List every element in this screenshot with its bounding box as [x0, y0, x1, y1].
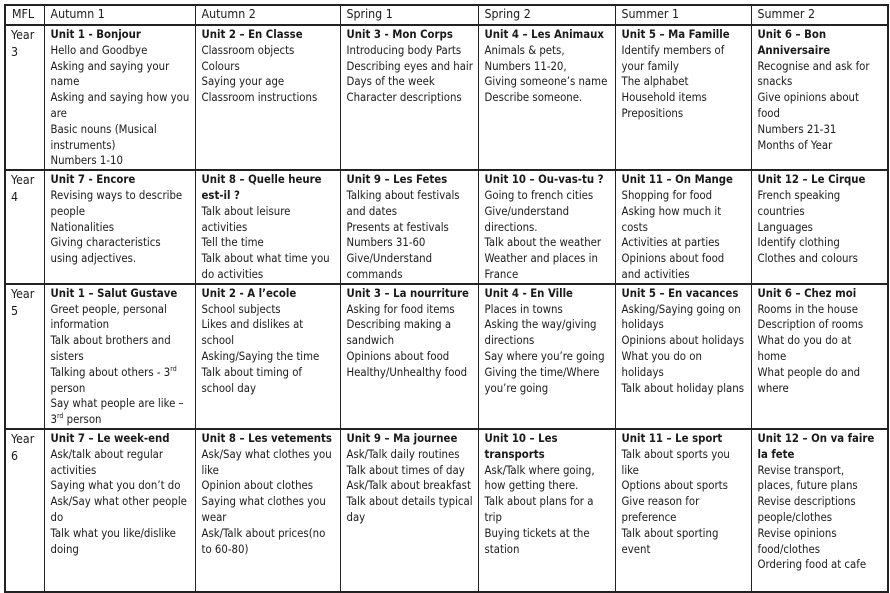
topic-item: Ask/Talk about breakfast [346, 479, 471, 493]
topic-item: Talk about sports you like [621, 447, 730, 477]
topic-item: Days of the week [346, 75, 435, 89]
year-number: 3 [11, 45, 19, 59]
unit-title: Unit 4 - En Ville [484, 286, 573, 300]
corner-label: MFL [5, 5, 44, 25]
topic-item: Asking for food items [346, 302, 455, 316]
topic-item: Revise descriptions people/clothes [757, 495, 856, 524]
topic-item: Ask/Talk where going, how getting there. [484, 463, 595, 493]
year-label [5, 25, 44, 170]
topic-item: Asking how much it costs [621, 204, 722, 234]
unit-cell [615, 170, 751, 284]
topic-item: Asking and saying how you are [50, 91, 190, 120]
unit-title: Unit 9 – Ma journee [346, 431, 458, 445]
topic-item: Healthy/Unhealthy food [346, 365, 468, 379]
header-autumn-2: Autumn 2 [195, 5, 340, 25]
unit-cell [478, 284, 615, 429]
unit-cell [751, 170, 888, 284]
unit-title: Unit 10 – Les transports [484, 431, 558, 461]
unit-cell [195, 429, 340, 592]
topic-item: Languages [757, 220, 813, 234]
topic-item: Likes and dislikes at school [201, 318, 304, 348]
topic-item: What you do on holidays [621, 349, 702, 379]
year-word: Year [11, 173, 35, 188]
unit-cell [751, 25, 888, 170]
header-row [5, 5, 888, 25]
topic-item: What people do and where [757, 365, 861, 395]
topic-item: Talk about leisure activities [201, 204, 291, 234]
unit-title: Unit 9 – Les Fetes [346, 173, 448, 187]
topic-item: Numbers 1-10 [50, 154, 123, 168]
topic-item: Character descriptions [346, 91, 462, 105]
header-spring-1: Spring 1 [340, 5, 478, 25]
year-word: Year [11, 286, 35, 301]
year-row [5, 284, 888, 429]
topic-item: Asking and saying your name [50, 59, 170, 89]
topic-item: What do you do at home [757, 334, 852, 363]
topic-item: Talk about times of day [346, 463, 465, 477]
topic-item: Numbers 11-20, [484, 59, 567, 73]
year-word: Year [11, 431, 35, 446]
topic-item: Saying what you don’t do [50, 479, 181, 493]
unit-title: Unit 1 - Bonjour [50, 28, 141, 41]
topic-item: Ask/Say what other people do [50, 495, 187, 524]
topic-item: Talking about festivals and dates [346, 188, 460, 218]
unit-cell [44, 429, 195, 592]
unit-title: Unit 12 – Le Cirque [757, 173, 866, 187]
unit-title: Unit 6 – Chez moi [757, 286, 857, 300]
topic-item: Animals & pets, [484, 43, 565, 57]
year-number: 6 [11, 448, 19, 463]
topic-item: Revising ways to describe people [50, 188, 183, 218]
topic-item: The alphabet [621, 75, 689, 89]
topic-item: Giving the time/Where you’re going [484, 365, 600, 395]
topic-item: Talk what you like/dislike doing [50, 526, 176, 556]
topic-item: Identify clothing [757, 236, 840, 250]
topic-item: Giving characteristics using adjectives. [50, 236, 161, 266]
year-number: 4 [11, 190, 19, 205]
topic-item: Say where you’re going [484, 349, 605, 363]
unit-cell [478, 25, 615, 170]
unit-cell [195, 25, 340, 170]
year-row [5, 170, 888, 284]
topic-item: Recognise and ask for snacks [757, 59, 870, 89]
header-summer-2: Summer 2 [751, 5, 888, 25]
unit-cell [751, 284, 888, 429]
topic-item: Describing making a sandwich [346, 318, 452, 348]
unit-title: Unit 2 - A l’ecole [201, 286, 297, 300]
topic-item: Revise transport, places, future plans [757, 463, 858, 493]
topic-item: Clothes and colours [757, 252, 858, 266]
unit-title: Unit 5 – En vacances [621, 286, 739, 300]
topic-item: Greet people, personal information [50, 302, 167, 332]
topic-item: Describing eyes and hair [346, 59, 473, 73]
topic-item: Asking/Saying going on holidays [621, 302, 741, 332]
topic-item: Talking about others - 3rd person [50, 364, 177, 395]
topic-item: Ask/Talk daily routines [346, 447, 460, 461]
topic-item: Household items [621, 91, 707, 105]
topic-item: Talk about sporting event [621, 526, 719, 556]
unit-title: Unit 4 – Les Animaux [484, 28, 604, 41]
topic-item: Talk about timing of school day [201, 365, 302, 395]
topic-item: Say what people are like – 3rd person [50, 397, 184, 427]
year-label [5, 284, 44, 429]
unit-title: Unit 10 – Ou-vas-tu ? [484, 173, 604, 187]
unit-cell [340, 284, 478, 429]
unit-cell [615, 284, 751, 429]
topic-item: Classroom objects [201, 43, 295, 57]
unit-cell [615, 25, 751, 170]
topic-item: Talk about details typical day [346, 495, 473, 524]
topic-item: Places in towns [484, 302, 563, 316]
topic-item: Opinion about clothes [201, 479, 314, 493]
topic-item: Give/Understand commands [346, 252, 433, 281]
unit-cell [340, 429, 478, 592]
unit-cell [195, 284, 340, 429]
topic-item: Tell the time [201, 236, 264, 250]
unit-title: Unit 7 - Encore [50, 173, 136, 187]
topic-item: Talk about brothers and sisters [50, 334, 171, 363]
header-autumn-1: Autumn 1 [44, 5, 195, 25]
topic-item: Give/understand directions. [484, 204, 570, 234]
unit-cell [44, 284, 195, 429]
year-word: Year [11, 28, 35, 42]
topic-item: Description of rooms [757, 318, 864, 332]
topic-item: Opinions about food [346, 349, 450, 363]
topic-item: Talk about plans for a trip [484, 495, 594, 524]
topic-item: Numbers 21-31 [757, 122, 837, 136]
unit-cell [478, 170, 615, 284]
topic-item: Classroom instructions [201, 91, 318, 105]
unit-title: Unit 11 – On Mange [621, 173, 733, 187]
topic-item: Options about sports [621, 479, 728, 493]
year-number: 5 [11, 303, 19, 318]
year-row [5, 25, 888, 170]
topic-item: Weather and places in France [484, 252, 598, 281]
topic-item: Ask/Talk about prices(no to 60-80) [201, 526, 326, 556]
topic-item: Rooms in the house [757, 302, 858, 316]
unit-cell [751, 429, 888, 592]
topic-item: Introducing body Parts [346, 43, 462, 57]
topic-item: Activities at parties [621, 236, 720, 250]
topic-item: Describe someone. [484, 91, 583, 105]
unit-title: Unit 8 – Les vetements [201, 431, 332, 445]
topic-item: Months of Year [757, 138, 833, 152]
topic-item: Asking/Saying the time [201, 349, 320, 363]
topic-item: Give opinions about food [757, 91, 859, 120]
unit-cell [478, 429, 615, 592]
topic-item: Asking the way/giving directions [484, 318, 597, 348]
topic-item: Opinions about holidays [621, 334, 745, 348]
topic-item: Numbers 31-60 [346, 236, 426, 250]
unit-cell [340, 25, 478, 170]
mfl-curriculum-table [4, 4, 889, 593]
topic-item: Talk about what time you do activities [201, 252, 330, 281]
topic-item: Saying what clothes you wear [201, 495, 326, 524]
topic-item: Giving someone’s name [484, 75, 608, 89]
topic-item: Identify members of your family [621, 43, 725, 73]
header-summer-1: Summer 1 [615, 5, 751, 25]
topic-item: Ask/talk about regular activities [50, 447, 164, 477]
topic-item: Hello and Goodbye [50, 43, 148, 57]
unit-title: Unit 1 – Salut Gustave [50, 286, 178, 300]
unit-title: Unit 3 – La nourriture [346, 286, 469, 300]
topic-item: Saying your age [201, 75, 285, 89]
topic-item: Basic nouns (Musical instruments) [50, 122, 157, 152]
year-row [5, 429, 888, 592]
topic-item: Talk about the weather [484, 236, 602, 250]
topic-item: Nationalities [50, 220, 115, 234]
topic-item: Buying tickets at the station [484, 526, 590, 556]
unit-title: Unit 2 – En Classe [201, 28, 303, 41]
unit-cell [615, 429, 751, 592]
unit-title: Unit 11 – Le sport [621, 431, 723, 445]
topic-item: French speaking countries [757, 188, 841, 218]
unit-title: Unit 5 – Ma Famille [621, 28, 730, 41]
topic-item: Prepositions [621, 106, 684, 120]
unit-title: Unit 3 - Mon Corps [346, 28, 453, 41]
unit-title: Unit 6 – Bon Anniversaire [757, 28, 831, 57]
topic-item: Colours [201, 59, 240, 73]
topic-item: Ordering food at cafe [757, 558, 867, 572]
topic-item: Shopping for food [621, 188, 713, 202]
topic-item: Going to french cities [484, 188, 594, 202]
topic-item: Give reason for preference [621, 495, 700, 524]
unit-cell [44, 25, 195, 170]
year-label [5, 170, 44, 284]
unit-title: Unit 12 – On va faire la fete [757, 431, 875, 461]
unit-title: Unit 8 – Quelle heure est-il ? [201, 173, 322, 202]
topic-item: Ask/Say what clothes you like [201, 447, 332, 477]
header-spring-2: Spring 2 [478, 5, 615, 25]
topic-item: Revise opinions food/clothes [757, 526, 837, 556]
unit-cell [195, 170, 340, 284]
unit-cell [340, 170, 478, 284]
topic-item: Talk about holiday plans [621, 381, 745, 395]
topic-item: Presents at festivals [346, 220, 449, 234]
year-label [5, 429, 44, 592]
unit-cell [44, 170, 195, 284]
topic-item: School subjects [201, 302, 281, 316]
topic-item: Opinions about food and activities [621, 252, 725, 281]
unit-title: Unit 7 – Le week-end [50, 431, 170, 445]
